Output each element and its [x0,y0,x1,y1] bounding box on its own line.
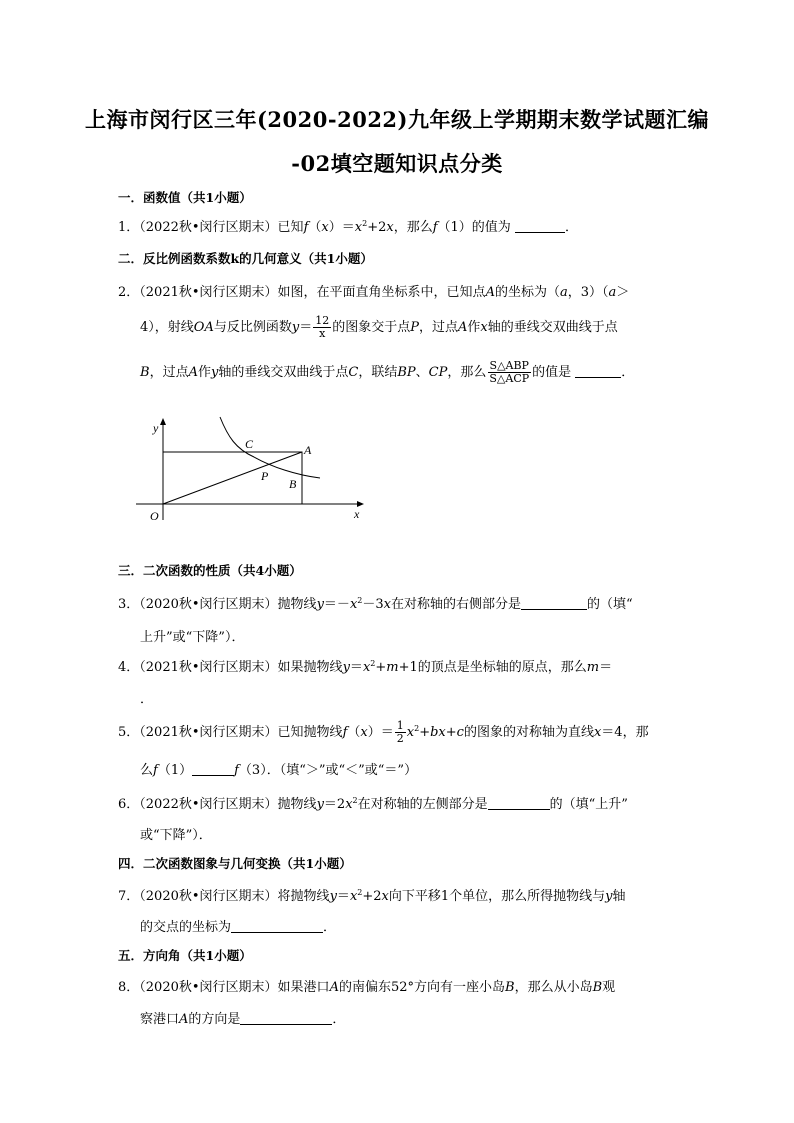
q7-answer-blank[interactable] [231,919,323,933]
section-heading-2: 二．反比例函数系数k的几何意义（共1小题） [118,251,373,266]
question-6-line2: 或“下降”）． [140,828,212,843]
page-title-line2: -02填空题知识点分类 [291,151,503,176]
label-P: P [261,469,269,483]
q2-answer-blank[interactable] [575,364,621,378]
question-3-line1: 3．（2020秋•闵行区期末）抛物线$y=-x^2-3x$在对称轴的右侧部分是 的（填“ [118,596,633,612]
label-A: A [304,443,312,457]
section-heading-4: 四．二次函数图象与几何变换（共1小题） [118,856,352,871]
section-heading-5: 五．方向角（共1小题） [118,948,252,963]
question-8-line2: 察港口A的方向是 ． [140,1012,346,1027]
label-x: x [354,507,360,521]
q6-answer-blank[interactable] [488,796,550,810]
y-axis-arrow [160,418,166,425]
section-heading-3: 三．二次函数的性质（共4小题） [118,563,302,578]
q1-answer-blank[interactable] [515,219,565,233]
question-1: 1．（2022秋•闵行区期末）已知$f(x)=x^2+2x$，那么f（1）的值为 ． [118,219,578,235]
question-7-line2: 的交点的坐标为 ． [140,920,337,935]
q2-fraction-12-over-x: $\frac{12}{x}$ [315,314,330,340]
q8-answer-blank[interactable] [240,1011,332,1025]
label-O: O [150,509,159,523]
q5-fraction-half: $\frac{1}{2}$ [396,719,404,745]
q1-number: 1． [118,220,140,235]
question-2-line2: 4），射线OA与反比例函数y＝ $\frac{12}{x}$ 的图象交于点P，过点A作x轴的垂线交双曲线于点 [140,314,618,340]
label-C: C [245,437,254,451]
question-5-line2: 么f（1） f（3）．（填“＞”或“＜”或“＝”） [140,763,418,778]
question-5-line1: 5．（2021秋•闵行区期末）已知抛物线f（x）＝ $\frac{1}{2}$ $x^2+bx+c$的图象的对称轴为直线x＝4，那 [118,719,649,745]
question-4-line2[interactable]: ． [140,692,154,707]
question-7-line1: 7．（2020秋•闵行区期末）将抛物线$y=x^2+2x$向下平移1个单位，那么所得抛物线与y轴 [118,888,626,904]
page-title-line1: 上海市闵行区三年(2020-2022)九年级上学期期末数学试题汇编 [85,107,709,132]
question-2-line3: B，过点A作y轴的垂线交双曲线于点C，联结BP、CP，那么 $\frac{\text{S△ABP}}{\text{S△ACP}}$ 的值是 ． [140,359,635,385]
question-8-line1: 8．（2020秋•闵行区期末）如果港口A的南偏东52°方向有一座小岛B，那么从小岛B观 [118,980,616,995]
q5-answer-blank[interactable] [192,762,234,776]
coordinate-figure [136,415,376,525]
question-2-line1: 2．（2021秋•闵行区期末）如图，在平面直角坐标系中，已知点A的坐标为（a，3）（a＞ [118,285,630,300]
q2-area-ratio: $\frac{\text{S△ABP}}{\text{S△ACP}}$ [489,359,530,385]
label-B: B [289,477,297,491]
question-6-line1: 6．（2022秋•闵行区期末）抛物线$y=2x^2$在对称轴的左侧部分是 的（填“上升” [118,796,628,812]
ray-OA [163,452,302,504]
q1-source: （2022秋•闵行区期末） [139,220,278,235]
question-3-line2: 上升”或“下降”）． [140,630,245,645]
q3-answer-blank[interactable] [521,596,587,610]
label-y: y [153,421,159,435]
section-heading-1: 一．函数值（共1小题） [118,190,252,205]
question-4-line1: 4．（2021秋•闵行区期末）如果抛物线$y=x^2+m+1$的顶点是坐标轴的原点，那么m＝ [118,659,613,675]
